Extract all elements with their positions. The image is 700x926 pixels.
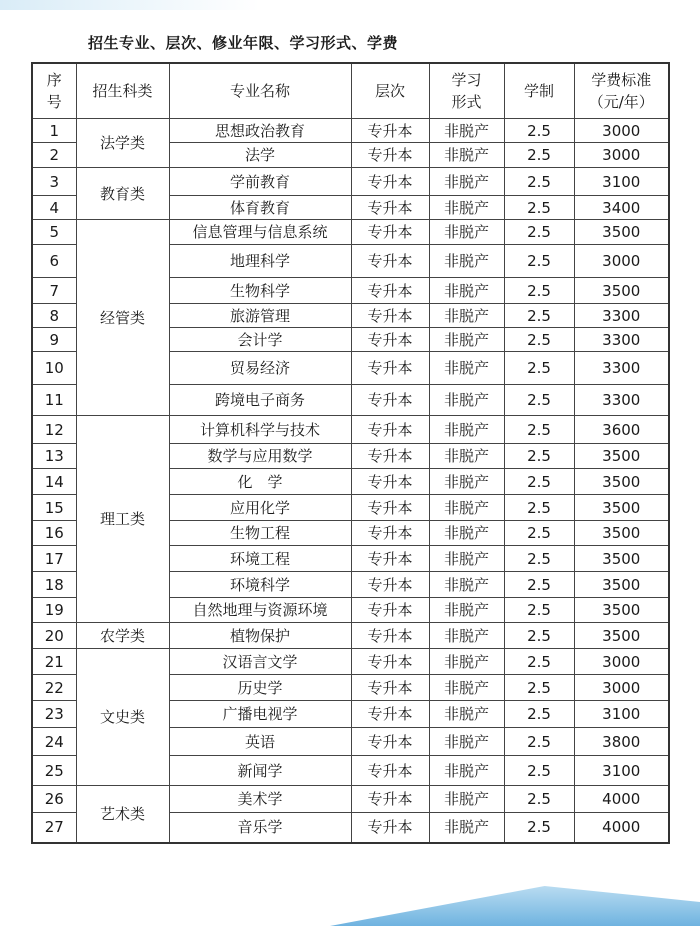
cell-study-form: 非脱产 [429,245,504,278]
header-fee: 学费标准 （元/年） [574,63,669,119]
cell-duration: 2.5 [504,756,574,786]
cell-duration: 2.5 [504,304,574,328]
table-row [32,416,669,444]
cell-category: 教育类 [76,168,169,220]
cell-study-form: 非脱产 [429,701,504,728]
cell-category: 艺术类 [76,786,169,843]
cell-study-form: 非脱产 [429,649,504,675]
cell-level: 专升本 [351,352,429,385]
cell-major: 体育教育 [169,196,351,220]
cell-major: 旅游管理 [169,304,351,328]
cell-fee: 4000 [574,813,669,843]
cell-major: 法学 [169,143,351,168]
cell-no: 17 [32,546,76,572]
cell-no: 1 [32,119,76,143]
cell-level: 专升本 [351,278,429,304]
cell-duration: 2.5 [504,786,574,813]
cell-duration: 2.5 [504,701,574,728]
cell-major: 跨境电子商务 [169,385,351,416]
cell-duration: 2.5 [504,495,574,521]
cell-level: 专升本 [351,675,429,701]
cell-major: 自然地理与资源环境 [169,598,351,623]
cell-major: 地理科学 [169,245,351,278]
cell-major: 历史学 [169,675,351,701]
cell-study-form: 非脱产 [429,756,504,786]
admissions-fee-table [31,62,670,844]
cell-duration: 2.5 [504,813,574,843]
cell-level: 专升本 [351,701,429,728]
cell-level: 专升本 [351,598,429,623]
cell-level: 专升本 [351,756,429,786]
cell-fee: 3100 [574,168,669,196]
cell-study-form: 非脱产 [429,813,504,843]
cell-duration: 2.5 [504,649,574,675]
cell-study-form: 非脱产 [429,675,504,701]
top-banner-decoration [0,0,260,10]
cell-fee: 3000 [574,675,669,701]
cell-study-form: 非脱产 [429,119,504,143]
cell-level: 专升本 [351,245,429,278]
cell-level: 专升本 [351,416,429,444]
table-row [32,623,669,649]
table-body [32,119,669,843]
cell-duration: 2.5 [504,245,574,278]
cell-level: 专升本 [351,623,429,649]
section-heading: 招生专业、层次、修业年限、学习形式、学费 [88,34,399,52]
cell-major: 学前教育 [169,168,351,196]
cell-no: 25 [32,756,76,786]
cell-no: 21 [32,649,76,675]
cell-fee: 3100 [574,756,669,786]
cell-fee: 3600 [574,416,669,444]
cell-no: 23 [32,701,76,728]
table-row [32,649,669,675]
cell-study-form: 非脱产 [429,416,504,444]
cell-level: 专升本 [351,572,429,598]
cell-duration: 2.5 [504,546,574,572]
cell-level: 专升本 [351,304,429,328]
cell-level: 专升本 [351,469,429,495]
cell-level: 专升本 [351,385,429,416]
cell-study-form: 非脱产 [429,304,504,328]
cell-no: 2 [32,143,76,168]
cell-duration: 2.5 [504,196,574,220]
cell-category: 农学类 [76,623,169,649]
table-row [32,220,669,245]
cell-study-form: 非脱产 [429,546,504,572]
cell-level: 专升本 [351,786,429,813]
header-duration: 学制 [504,63,574,119]
cell-fee: 3500 [574,623,669,649]
cell-major: 生物工程 [169,521,351,546]
cell-no: 9 [32,328,76,352]
cell-duration: 2.5 [504,119,574,143]
header-study-form: 学习 形式 [429,63,504,119]
cell-no: 15 [32,495,76,521]
cell-major: 广播电视学 [169,701,351,728]
cell-duration: 2.5 [504,728,574,756]
cell-fee: 3300 [574,352,669,385]
cell-no: 4 [32,196,76,220]
cell-fee: 3000 [574,649,669,675]
cell-study-form: 非脱产 [429,143,504,168]
cell-fee: 3500 [574,546,669,572]
cell-major: 化 学 [169,469,351,495]
cell-duration: 2.5 [504,220,574,245]
cell-level: 专升本 [351,119,429,143]
cell-major: 汉语言文学 [169,649,351,675]
cell-fee: 3300 [574,304,669,328]
bottom-wave-decoration [330,886,700,926]
cell-category: 法学类 [76,119,169,168]
cell-no: 19 [32,598,76,623]
cell-level: 专升本 [351,328,429,352]
cell-no: 7 [32,278,76,304]
header-level: 层次 [351,63,429,119]
cell-category: 经管类 [76,220,169,416]
cell-no: 18 [32,572,76,598]
cell-study-form: 非脱产 [429,444,504,469]
cell-major: 美术学 [169,786,351,813]
cell-fee: 3800 [574,728,669,756]
cell-level: 专升本 [351,143,429,168]
cell-major: 信息管理与信息系统 [169,220,351,245]
cell-study-form: 非脱产 [429,728,504,756]
header-major: 专业名称 [169,63,351,119]
cell-study-form: 非脱产 [429,469,504,495]
cell-duration: 2.5 [504,598,574,623]
table-header-row [32,63,669,119]
cell-major: 植物保护 [169,623,351,649]
table-row [32,786,669,813]
cell-no: 3 [32,168,76,196]
table-row [32,119,669,143]
cell-study-form: 非脱产 [429,786,504,813]
table-row [32,168,669,196]
cell-level: 专升本 [351,220,429,245]
cell-no: 8 [32,304,76,328]
cell-study-form: 非脱产 [429,521,504,546]
cell-major: 新闻学 [169,756,351,786]
cell-duration: 2.5 [504,675,574,701]
cell-fee: 3000 [574,119,669,143]
cell-study-form: 非脱产 [429,623,504,649]
cell-fee: 3500 [574,220,669,245]
cell-fee: 3500 [574,521,669,546]
cell-duration: 2.5 [504,469,574,495]
cell-major: 应用化学 [169,495,351,521]
cell-fee: 3300 [574,385,669,416]
cell-study-form: 非脱产 [429,220,504,245]
cell-major: 英语 [169,728,351,756]
cell-level: 专升本 [351,649,429,675]
cell-no: 11 [32,385,76,416]
cell-no: 20 [32,623,76,649]
cell-duration: 2.5 [504,416,574,444]
cell-study-form: 非脱产 [429,168,504,196]
cell-no: 13 [32,444,76,469]
cell-duration: 2.5 [504,521,574,546]
cell-level: 专升本 [351,813,429,843]
cell-major: 贸易经济 [169,352,351,385]
cell-duration: 2.5 [504,328,574,352]
cell-study-form: 非脱产 [429,495,504,521]
cell-level: 专升本 [351,728,429,756]
cell-fee: 3500 [574,469,669,495]
cell-duration: 2.5 [504,352,574,385]
cell-study-form: 非脱产 [429,598,504,623]
cell-no: 16 [32,521,76,546]
cell-duration: 2.5 [504,168,574,196]
cell-category: 理工类 [76,416,169,623]
cell-major: 环境科学 [169,572,351,598]
cell-fee: 3400 [574,196,669,220]
cell-fee: 3000 [574,245,669,278]
cell-fee: 4000 [574,786,669,813]
cell-no: 6 [32,245,76,278]
cell-major: 思想政治教育 [169,119,351,143]
cell-study-form: 非脱产 [429,352,504,385]
cell-duration: 2.5 [504,444,574,469]
cell-level: 专升本 [351,196,429,220]
cell-fee: 3100 [574,701,669,728]
cell-fee: 3000 [574,143,669,168]
cell-no: 14 [32,469,76,495]
cell-no: 5 [32,220,76,245]
cell-level: 专升本 [351,495,429,521]
cell-level: 专升本 [351,168,429,196]
cell-fee: 3500 [574,572,669,598]
cell-category: 文史类 [76,649,169,786]
cell-duration: 2.5 [504,143,574,168]
cell-level: 专升本 [351,521,429,546]
cell-no: 26 [32,786,76,813]
cell-no: 12 [32,416,76,444]
cell-fee: 3300 [574,328,669,352]
cell-duration: 2.5 [504,623,574,649]
cell-duration: 2.5 [504,278,574,304]
cell-fee: 3500 [574,444,669,469]
cell-major: 会计学 [169,328,351,352]
cell-study-form: 非脱产 [429,385,504,416]
cell-level: 专升本 [351,444,429,469]
cell-study-form: 非脱产 [429,196,504,220]
cell-no: 24 [32,728,76,756]
cell-major: 生物科学 [169,278,351,304]
cell-study-form: 非脱产 [429,278,504,304]
cell-major: 环境工程 [169,546,351,572]
cell-no: 10 [32,352,76,385]
cell-no: 27 [32,813,76,843]
cell-study-form: 非脱产 [429,328,504,352]
cell-no: 22 [32,675,76,701]
cell-major: 数学与应用数学 [169,444,351,469]
cell-level: 专升本 [351,546,429,572]
cell-duration: 2.5 [504,385,574,416]
cell-major: 音乐学 [169,813,351,843]
cell-fee: 3500 [574,278,669,304]
header-category: 招生科类 [76,63,169,119]
cell-study-form: 非脱产 [429,572,504,598]
cell-major: 计算机科学与技术 [169,416,351,444]
cell-fee: 3500 [574,495,669,521]
cell-duration: 2.5 [504,572,574,598]
cell-fee: 3500 [574,598,669,623]
header-no: 序 号 [32,63,76,119]
